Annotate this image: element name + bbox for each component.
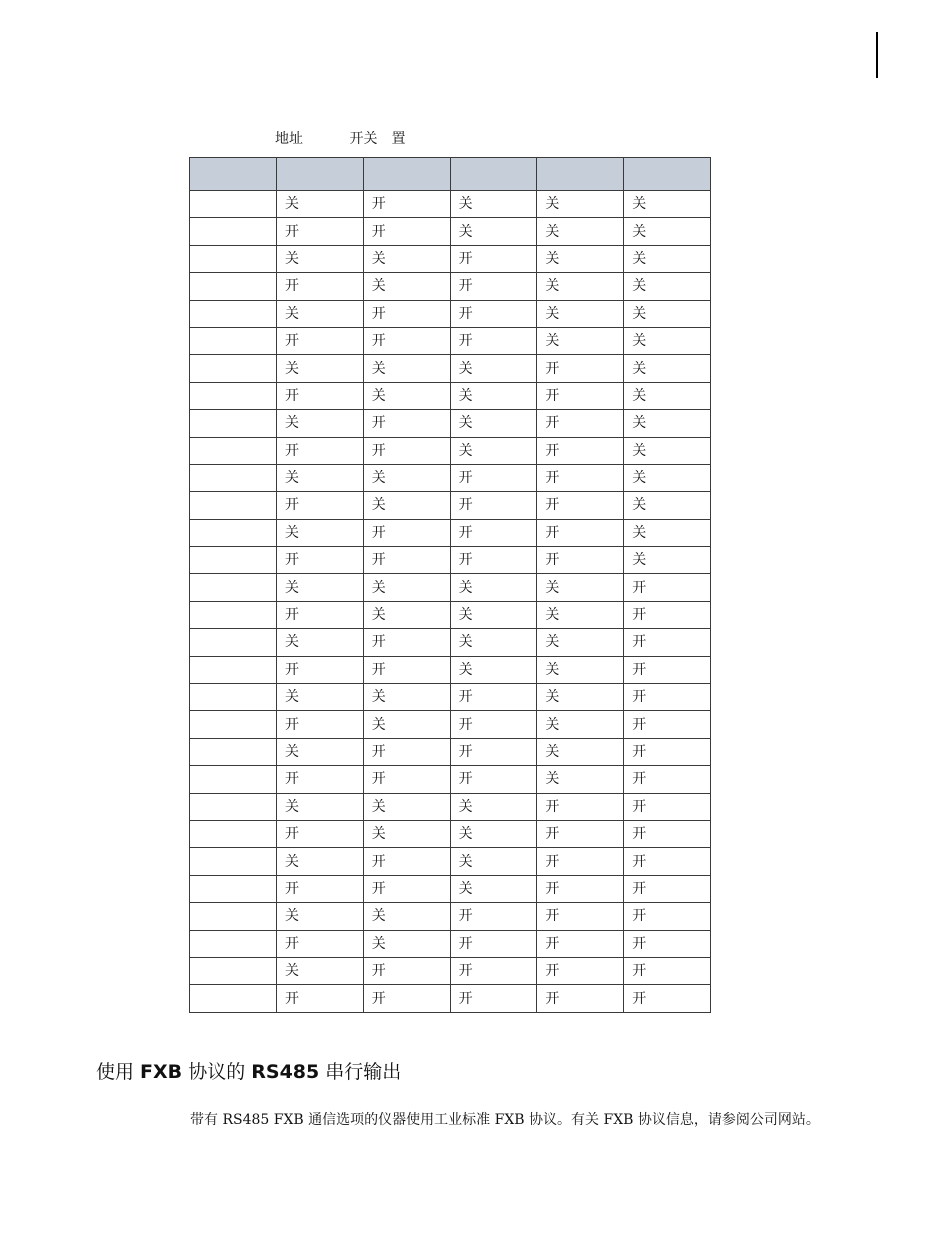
- switch-state-cell: 开: [450, 711, 537, 738]
- switch-state-cell: 关: [277, 684, 364, 711]
- switch-state-cell: 开: [277, 382, 364, 409]
- switch-state-cell: 开: [363, 327, 450, 354]
- switch-state-cell: 关: [537, 574, 624, 601]
- switch-state-cell: 开: [363, 629, 450, 656]
- switch-state-cell: 开: [277, 656, 364, 683]
- switch-state-cell: 关: [363, 382, 450, 409]
- switch-state-cell: 开: [624, 875, 711, 902]
- switch-state-cell: 关: [450, 191, 537, 218]
- switch-state-cell: 关: [363, 492, 450, 519]
- section-body-text: 带有 RS485 FXB 通信选项的仪器使用工业标准 FXB 协议。有关 FXB 协议信息，请参阅公司网站。: [190, 1112, 820, 1128]
- switch-state-cell: 开: [277, 273, 364, 300]
- switch-state-cell: 开: [537, 355, 624, 382]
- table-row: [190, 355, 711, 382]
- section-heading: [96, 1057, 401, 1084]
- switch-state-cell: 开: [277, 437, 364, 464]
- switch-state-cell: 关: [450, 601, 537, 628]
- switch-state-cell: 开: [537, 382, 624, 409]
- address-cell: [190, 245, 277, 272]
- switch-state-cell: 开: [537, 492, 624, 519]
- switch-state-cell: 关: [537, 601, 624, 628]
- heading-text-fxb: FXB: [140, 1061, 183, 1083]
- address-cell: [190, 601, 277, 628]
- table-row: [190, 820, 711, 847]
- table-row: [190, 629, 711, 656]
- switch-state-cell: 关: [450, 629, 537, 656]
- switch-state-cell: 开: [450, 547, 537, 574]
- table-row: [190, 519, 711, 546]
- table-header-cell: [624, 158, 711, 191]
- switch-state-cell: 关: [624, 410, 711, 437]
- switch-state-cell: 关: [450, 410, 537, 437]
- table-row: [190, 382, 711, 409]
- address-cell: [190, 382, 277, 409]
- switch-state-cell: 关: [537, 738, 624, 765]
- table-header-cell: [537, 158, 624, 191]
- switch-state-cell: 开: [450, 519, 537, 546]
- switch-state-cell: 开: [624, 820, 711, 847]
- switch-state-cell: 关: [624, 547, 711, 574]
- switch-state-cell: 关: [537, 684, 624, 711]
- address-cell: [190, 191, 277, 218]
- switch-state-cell: 开: [537, 957, 624, 984]
- switch-state-cell: 开: [363, 875, 450, 902]
- switch-state-cell: 开: [363, 766, 450, 793]
- switch-state-cell: 关: [624, 273, 711, 300]
- table-header-cell: [277, 158, 364, 191]
- switch-state-cell: 开: [450, 684, 537, 711]
- table-row: [190, 300, 711, 327]
- switch-state-cell: 关: [277, 574, 364, 601]
- table-row: [190, 793, 711, 820]
- switch-state-cell: 开: [277, 547, 364, 574]
- switch-state-cell: 关: [450, 355, 537, 382]
- switch-state-cell: 开: [624, 656, 711, 683]
- switch-state-cell: 开: [537, 903, 624, 930]
- switch-state-cell: 开: [363, 437, 450, 464]
- heading-text-post: 串行输出: [319, 1061, 402, 1083]
- switch-state-cell: 开: [277, 766, 364, 793]
- address-cell: [190, 464, 277, 491]
- caption-address: 地址: [275, 131, 303, 147]
- switch-state-cell: 开: [537, 875, 624, 902]
- switch-state-cell: 关: [624, 218, 711, 245]
- switch-state-cell: 关: [537, 245, 624, 272]
- address-cell: [190, 793, 277, 820]
- table-row: [190, 684, 711, 711]
- switch-state-cell: 开: [537, 793, 624, 820]
- table-row: [190, 601, 711, 628]
- table-row: [190, 245, 711, 272]
- switch-state-cell: 开: [277, 930, 364, 957]
- page-edge-mark: [876, 32, 878, 78]
- address-cell: [190, 903, 277, 930]
- switch-state-cell: 开: [450, 985, 537, 1012]
- switch-state-cell: 开: [450, 464, 537, 491]
- switch-state-cell: 开: [624, 766, 711, 793]
- table-row: [190, 273, 711, 300]
- switch-state-cell: 开: [277, 711, 364, 738]
- address-cell: [190, 684, 277, 711]
- switch-state-cell: 关: [450, 218, 537, 245]
- address-cell: [190, 437, 277, 464]
- switch-state-cell: 关: [363, 711, 450, 738]
- switch-state-cell: 开: [537, 547, 624, 574]
- switch-state-cell: 关: [277, 245, 364, 272]
- switch-state-cell: 开: [537, 848, 624, 875]
- heading-text-mid: 协议的: [182, 1061, 252, 1083]
- address-switch-table: [189, 157, 711, 1013]
- address-cell: [190, 930, 277, 957]
- table-row: [190, 218, 711, 245]
- address-cell: [190, 985, 277, 1012]
- switch-state-cell: 开: [277, 820, 364, 847]
- table-caption: [275, 128, 405, 148]
- switch-state-cell: 关: [624, 464, 711, 491]
- switch-state-cell: 关: [363, 820, 450, 847]
- table-row: [190, 875, 711, 902]
- switch-state-cell: 关: [363, 245, 450, 272]
- switch-state-cell: 开: [537, 820, 624, 847]
- switch-state-cell: 开: [537, 519, 624, 546]
- switch-state-cell: 关: [537, 191, 624, 218]
- switch-state-cell: 关: [277, 410, 364, 437]
- switch-state-cell: 关: [450, 820, 537, 847]
- table-row: [190, 738, 711, 765]
- switch-state-cell: 关: [624, 327, 711, 354]
- address-cell: [190, 711, 277, 738]
- switch-state-cell: 开: [277, 492, 364, 519]
- address-cell: [190, 410, 277, 437]
- switch-state-cell: 开: [363, 985, 450, 1012]
- address-cell: [190, 629, 277, 656]
- switch-state-cell: 关: [450, 574, 537, 601]
- switch-state-cell: 关: [624, 519, 711, 546]
- switch-state-cell: 关: [450, 437, 537, 464]
- switch-state-cell: 开: [450, 245, 537, 272]
- address-cell: [190, 327, 277, 354]
- switch-state-cell: 关: [363, 464, 450, 491]
- switch-state-cell: 关: [624, 382, 711, 409]
- table-row: [190, 930, 711, 957]
- switch-state-cell: 关: [363, 355, 450, 382]
- switch-state-cell: 关: [277, 848, 364, 875]
- address-cell: [190, 656, 277, 683]
- table-header-cell: [190, 158, 277, 191]
- address-cell: [190, 547, 277, 574]
- table-row: [190, 547, 711, 574]
- switch-state-cell: 关: [277, 738, 364, 765]
- address-cell: [190, 218, 277, 245]
- table-row: [190, 957, 711, 984]
- switch-state-cell: 关: [363, 903, 450, 930]
- address-cell: [190, 355, 277, 382]
- switch-state-cell: 关: [277, 191, 364, 218]
- switch-state-cell: 关: [277, 629, 364, 656]
- switch-state-cell: 开: [624, 848, 711, 875]
- switch-state-cell: 开: [363, 656, 450, 683]
- switch-state-cell: 开: [277, 875, 364, 902]
- switch-state-cell: 开: [363, 848, 450, 875]
- caption-switch-setting: 开关 置: [349, 131, 406, 147]
- address-cell: [190, 574, 277, 601]
- switch-state-cell: 关: [450, 848, 537, 875]
- switch-state-cell: 开: [450, 957, 537, 984]
- table-row: [190, 574, 711, 601]
- heading-text-pre: 使用: [96, 1061, 141, 1083]
- switch-state-cell: 开: [624, 793, 711, 820]
- address-cell: [190, 875, 277, 902]
- switch-state-cell: 开: [537, 410, 624, 437]
- switch-state-cell: 关: [624, 355, 711, 382]
- table-row: [190, 766, 711, 793]
- switch-state-cell: 关: [537, 766, 624, 793]
- switch-state-cell: 开: [624, 629, 711, 656]
- switch-state-cell: 关: [624, 245, 711, 272]
- table-row: [190, 191, 711, 218]
- switch-state-cell: 关: [537, 273, 624, 300]
- switch-state-cell: 关: [450, 793, 537, 820]
- switch-state-cell: 关: [363, 574, 450, 601]
- switch-state-cell: 关: [363, 684, 450, 711]
- switch-state-cell: 关: [537, 656, 624, 683]
- switch-state-cell: 关: [363, 793, 450, 820]
- switch-state-cell: 开: [363, 547, 450, 574]
- table-row: [190, 464, 711, 491]
- switch-state-cell: 开: [363, 738, 450, 765]
- table-row: [190, 985, 711, 1012]
- address-cell: [190, 300, 277, 327]
- switch-state-cell: 开: [624, 957, 711, 984]
- switch-state-cell: 关: [277, 957, 364, 984]
- table-row: [190, 656, 711, 683]
- switch-state-cell: 开: [450, 273, 537, 300]
- table-body: [190, 191, 711, 1013]
- switch-state-cell: 开: [363, 218, 450, 245]
- table-header-cell: [450, 158, 537, 191]
- address-cell: [190, 848, 277, 875]
- switch-state-cell: 关: [363, 601, 450, 628]
- switch-state-cell: 开: [450, 492, 537, 519]
- switch-state-cell: 开: [537, 930, 624, 957]
- switch-state-cell: 开: [277, 601, 364, 628]
- switch-state-cell: 关: [363, 273, 450, 300]
- table-row: [190, 711, 711, 738]
- switch-state-cell: 开: [450, 766, 537, 793]
- switch-state-cell: 开: [277, 218, 364, 245]
- switch-state-cell: 关: [277, 519, 364, 546]
- switch-state-cell: 开: [277, 985, 364, 1012]
- switch-state-cell: 开: [277, 327, 364, 354]
- address-cell: [190, 492, 277, 519]
- heading-text-rs485: RS485: [251, 1061, 320, 1083]
- switch-state-cell: 关: [450, 382, 537, 409]
- switch-state-cell: 关: [537, 327, 624, 354]
- switch-state-cell: 关: [363, 930, 450, 957]
- table-header-row: [190, 158, 711, 191]
- address-cell: [190, 738, 277, 765]
- switch-state-cell: 关: [277, 793, 364, 820]
- switch-state-cell: 关: [277, 464, 364, 491]
- switch-state-cell: 开: [624, 903, 711, 930]
- switch-state-cell: 关: [450, 875, 537, 902]
- switch-state-cell: 关: [450, 656, 537, 683]
- switch-state-cell: 开: [624, 930, 711, 957]
- switch-state-cell: 开: [624, 711, 711, 738]
- switch-state-cell: 开: [450, 930, 537, 957]
- switch-state-cell: 开: [363, 300, 450, 327]
- table-header-cell: [363, 158, 450, 191]
- address-cell: [190, 519, 277, 546]
- switch-state-cell: 开: [624, 738, 711, 765]
- switch-state-cell: 关: [624, 437, 711, 464]
- table-row: [190, 327, 711, 354]
- switch-state-cell: 开: [537, 464, 624, 491]
- switch-state-cell: 开: [624, 574, 711, 601]
- address-cell: [190, 273, 277, 300]
- switch-state-cell: 开: [537, 985, 624, 1012]
- switch-state-cell: 开: [363, 410, 450, 437]
- switch-state-cell: 关: [624, 492, 711, 519]
- switch-state-cell: 开: [450, 903, 537, 930]
- switch-state-cell: 开: [624, 684, 711, 711]
- address-cell: [190, 957, 277, 984]
- switch-state-cell: 开: [450, 738, 537, 765]
- table-row: [190, 903, 711, 930]
- switch-state-cell: 关: [624, 300, 711, 327]
- switch-state-cell: 关: [537, 711, 624, 738]
- table-row: [190, 437, 711, 464]
- switch-state-cell: 关: [624, 191, 711, 218]
- table-row: [190, 410, 711, 437]
- switch-state-cell: 开: [537, 437, 624, 464]
- switch-state-cell: 开: [363, 191, 450, 218]
- switch-state-cell: 开: [450, 300, 537, 327]
- switch-state-cell: 开: [363, 519, 450, 546]
- address-cell: [190, 766, 277, 793]
- switch-state-cell: 关: [277, 903, 364, 930]
- switch-state-cell: 关: [537, 300, 624, 327]
- switch-state-cell: 开: [624, 985, 711, 1012]
- table-row: [190, 492, 711, 519]
- switch-state-cell: 开: [624, 601, 711, 628]
- switch-state-cell: 关: [277, 300, 364, 327]
- switch-state-cell: 关: [537, 629, 624, 656]
- switch-state-cell: 开: [450, 327, 537, 354]
- switch-state-cell: 开: [363, 957, 450, 984]
- table-row: [190, 848, 711, 875]
- switch-state-cell: 关: [277, 355, 364, 382]
- address-cell: [190, 820, 277, 847]
- switch-state-cell: 关: [537, 218, 624, 245]
